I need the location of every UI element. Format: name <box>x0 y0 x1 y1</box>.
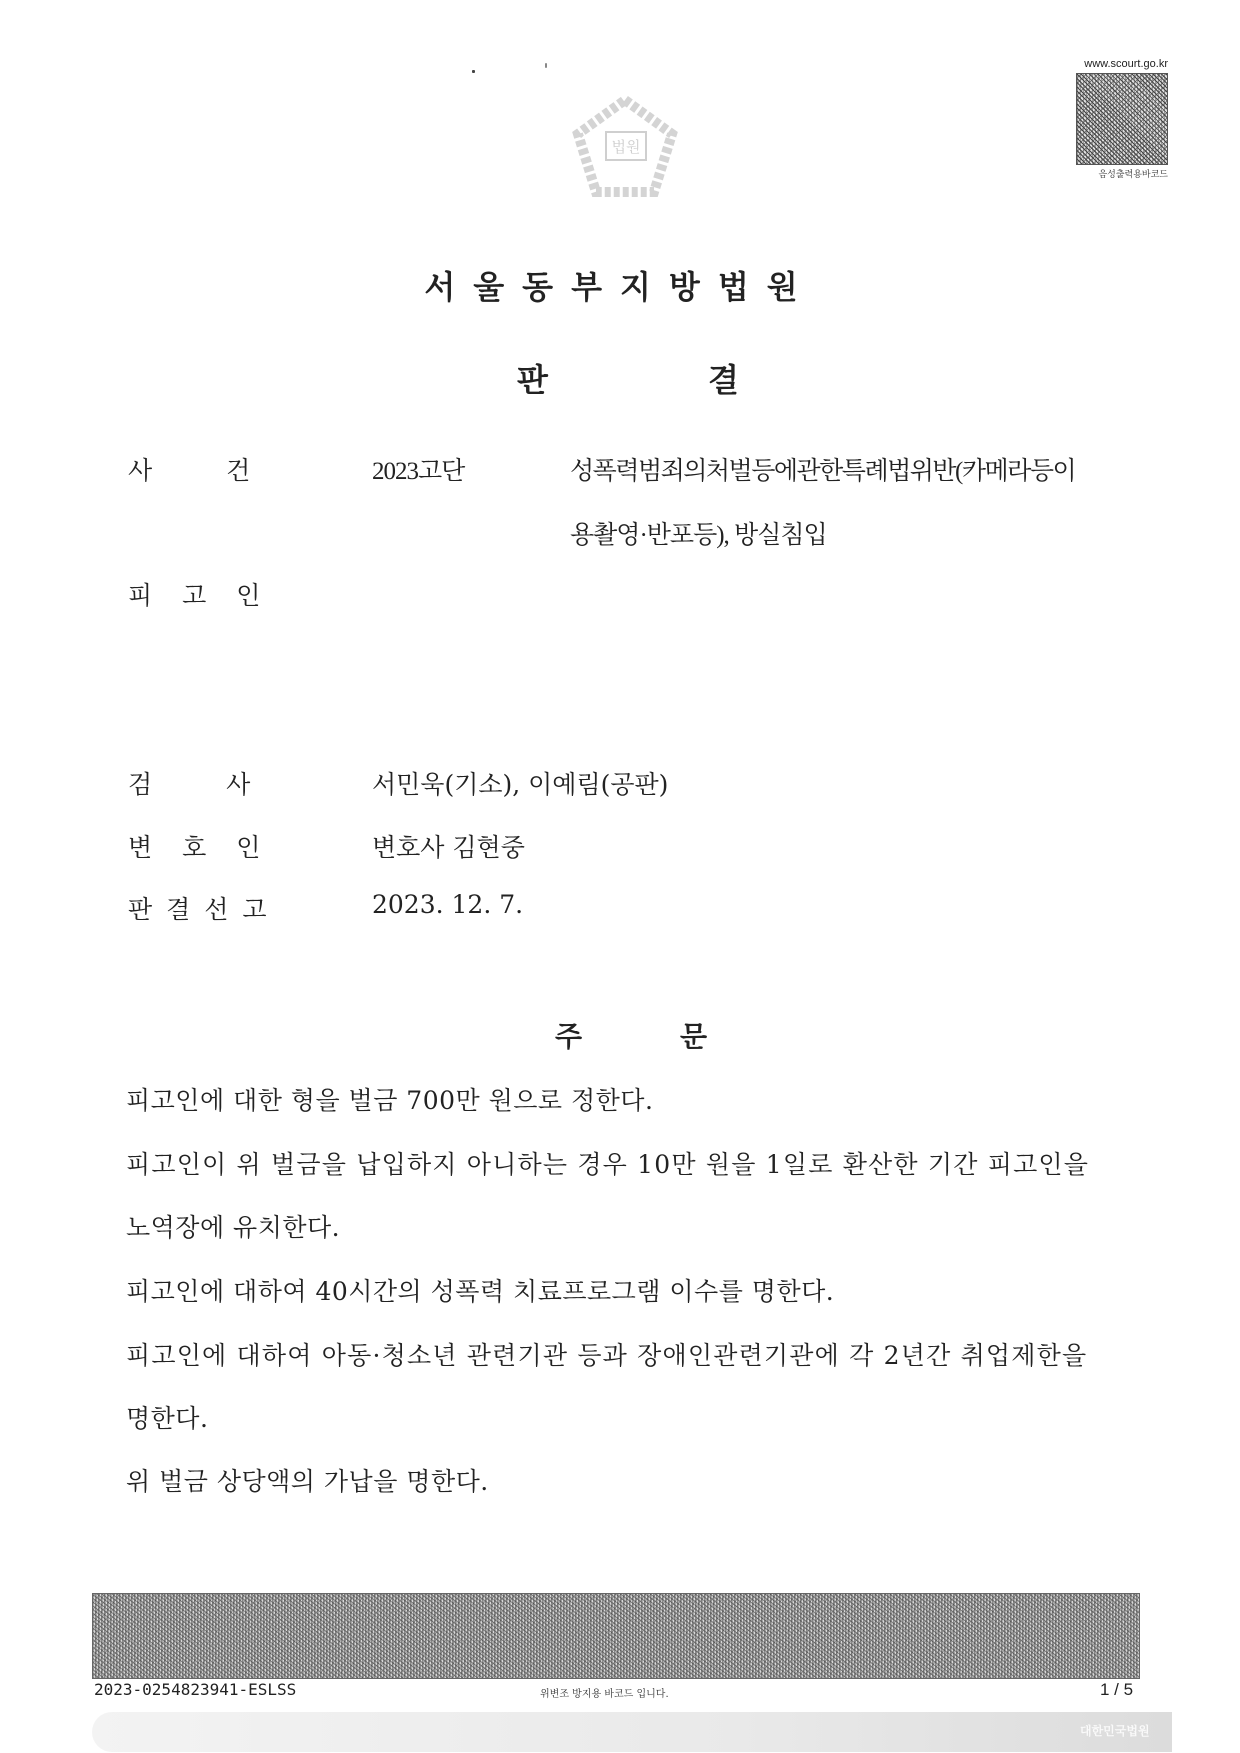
scan-speck <box>545 63 547 68</box>
case-title-line1: 성폭력범죄의처벌등에관한특례법위반(카메라등이 <box>570 458 1076 485</box>
case-title-line2: 용촬영·반포등), 방실침입 <box>570 522 827 549</box>
sentencing-date-label: 판 결 선 고 <box>128 895 267 924</box>
order-line: 노역장에 유치한다. <box>126 1213 341 1242</box>
scan-speck <box>472 70 475 73</box>
document-type-left: 판 <box>517 361 548 399</box>
bottom-watermark-band <box>92 1712 1172 1752</box>
anti-forgery-barcode <box>92 1593 1140 1679</box>
order-line: 피고인에 대하여 40시간의 성폭력 치료프로그램 이수를 명한다. <box>126 1277 835 1306</box>
case-label: 사 건 <box>128 456 251 485</box>
order-title-right: 문 <box>680 1020 708 1053</box>
sentencing-date-value: 2023. 12. 7. <box>372 890 524 919</box>
defense-counsel-label: 변 호 인 <box>128 833 261 862</box>
band-text: 대한민국법원 <box>1080 1724 1150 1738</box>
court-seal-icon <box>570 92 680 202</box>
svg-text:법원: 법원 <box>611 138 641 156</box>
case-number: 2023고단 <box>372 458 465 485</box>
prosecutor-label: 검 사 <box>128 770 251 799</box>
court-name: 서울동부지방법원 <box>424 268 816 306</box>
order-title-left: 주 <box>555 1020 583 1053</box>
qr-caption: 음성출력용바코드 <box>1098 170 1168 180</box>
qr-code-icon <box>1076 73 1168 165</box>
barcode-note: 위변조 방지용 바코드 입니다. <box>540 1689 669 1700</box>
page-number: 1 / 5 <box>1100 1680 1134 1699</box>
qr-code-block <box>1068 58 1168 180</box>
order-line: 피고인에 대한 형을 벌금 700만 원으로 정한다. <box>126 1086 654 1115</box>
prosecutor-value: 서민욱(기소), 이예림(공판) <box>372 770 669 799</box>
order-line: 위 벌금 상당액의 가납을 명한다. <box>126 1467 489 1496</box>
order-line: 피고인이 위 벌금을 납입하지 아니하는 경우 10만 원을 1일로 환산한 기간 피고인을 <box>126 1150 1090 1179</box>
defense-counsel-value: 변호사 김현중 <box>372 833 525 862</box>
order-line: 명한다. <box>126 1404 209 1433</box>
document-type-right: 결 <box>708 361 739 399</box>
document-id: 2023-0254823941-ESLSS <box>94 1680 297 1699</box>
order-line: 피고인에 대하여 아동·청소년 관련기관 등과 장애인관련기관에 각 2년간 취업제한을 <box>126 1341 1088 1370</box>
defendant-label: 피 고 인 <box>128 581 261 610</box>
qr-url: www.scourt.go.kr <box>1084 58 1168 70</box>
